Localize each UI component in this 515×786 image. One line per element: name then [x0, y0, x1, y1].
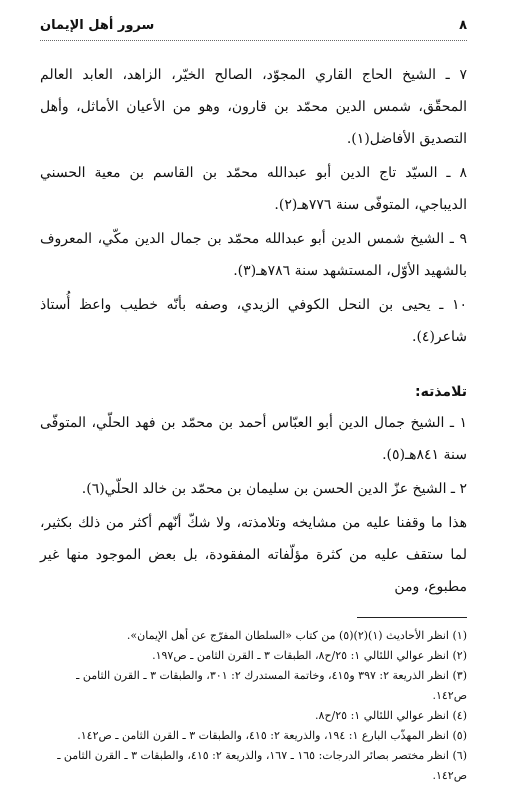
footnote-6: (٦) انظر مختصر بصائر الدرجات: ١٦٥ ـ ١٦٧، والذريعة ٢: ٤١٥، والطبقات ٣ ـ القرن الثامن ـ ص١٤٢.	[57, 749, 467, 782]
footnote-3: (٣) انظر الذريعة ٢: ٣٩٧ و٤١٥، وخاتمة المستدرك ٢: ٣٠١، والطبقات ٣ ـ القرن الثامن ـ ص١٤٢.	[76, 669, 467, 702]
student-entry-1: ١ ـ الشيخ جمال الدين أبو العبّاس أحمد بن محمّد بن فهد الحلّي، المتوفّى سنة ٨٤١هـ(٥).	[40, 415, 467, 463]
footnote-2: (٢) انظر عوالي اللئالي ١: ٢٥/ح٨، الطبقات ٣ ـ القرن الثامن ـ ص١٩٧.	[152, 649, 467, 662]
running-title: سرور أهل الإيمان	[40, 18, 155, 33]
footnote-4: (٤) انظر عوالي اللئالي ١: ٢٥/ح٨.	[315, 709, 467, 722]
students-heading: تلامذته:	[415, 384, 467, 400]
teachers-list	[40, 59, 467, 353]
closing-paragraph: هذا ما وقفنا عليه من مشايخه وتلامذته، ولا شكّ أنّهم أكثر من ذلك بكثير، لما ستقف عليه من كثرة مؤلّفاته المفقودة، بل بعض الموجود منها غير مطبوع، ومن	[40, 515, 467, 595]
footnote-separator	[357, 617, 467, 618]
students-list	[40, 407, 467, 505]
teacher-entry-9: ٩ ـ الشيخ شمس الدين أبو عبدالله محمّد بن جمال الدين مكّي، المعروف بالشهيد الأوّل، المستشهد سنة ٧٨٦هـ(٣).	[40, 231, 467, 279]
page-header	[40, 18, 467, 41]
footnotes	[40, 626, 467, 786]
footnote-1: (١) انظر الأحاديث (١)(٢)(٥) من كتاب «السلطان المفرّج عن أهل الإيمان».	[126, 629, 467, 642]
book-page	[40, 18, 467, 782]
teacher-entry-7: ٧ ـ الشيخ الحاج القاري المجوّد، الصالح الخيّر، الزاهد، العابد العالم المحقّق، شمس الدين محمّد بن قارون، وهو من الأعيان الأماثل، وأهل التصديق الأفاضل(١).	[40, 67, 467, 147]
teacher-entry-10: ١٠ ـ يحيى بن النحل الكوفي الزيدي، وصفه بأنّه خطيب واعظ أُستاذ شاعر(٤).	[40, 297, 467, 345]
teacher-entry-8: ٨ ـ السيّد تاج الدين أبو عبدالله محمّد بن القاسم بن معية الحسني الديباجي، المتوفّى سنة ٧٧٦هـ(٢).	[40, 165, 467, 213]
footnote-5: (٥) انظر المهذّب البارع ١: ١٩٤، والذريعة ٢: ٤١٥، والطبقات ٣ ـ القرن الثامن ـ ص١٤٢.	[77, 729, 467, 742]
page-number: ٨	[459, 18, 467, 33]
student-entry-2: ٢ ـ الشيخ عزّ الدين الحسن بن سليمان بن محمّد بن خالد الحلّي(٦).	[81, 481, 467, 497]
